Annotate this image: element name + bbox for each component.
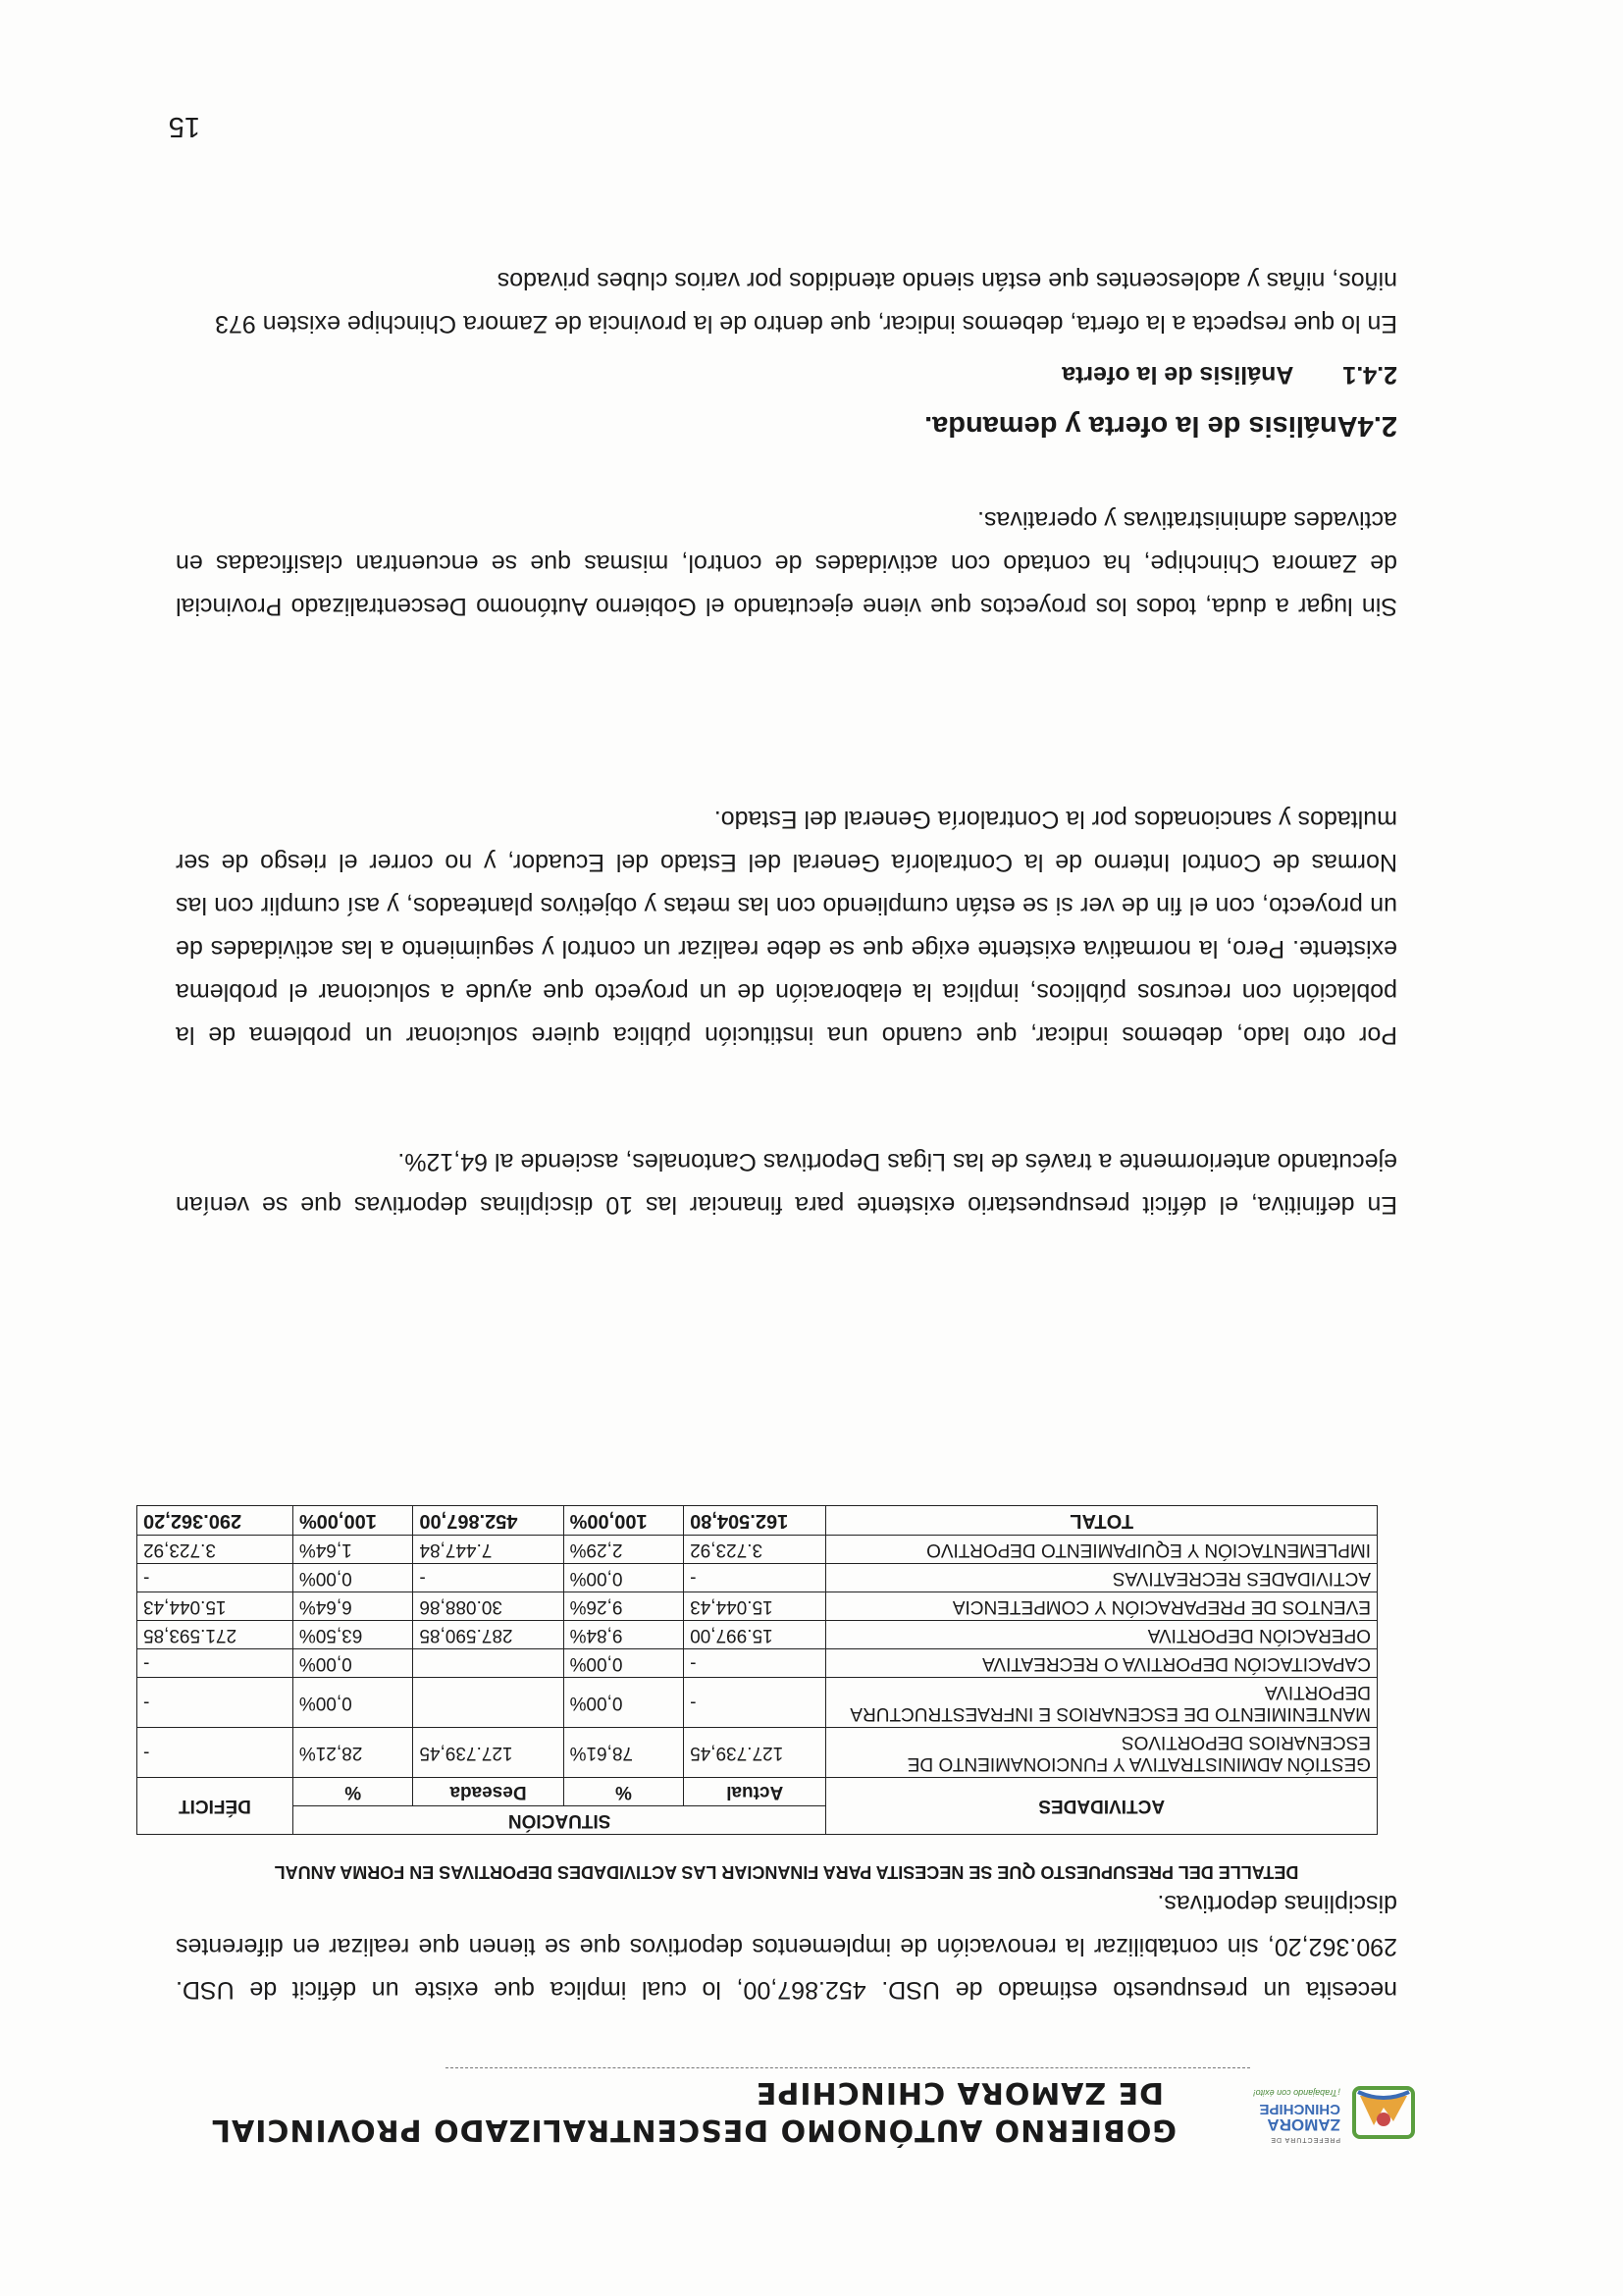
- table-row: [137, 1649, 1378, 1678]
- cell-deficit: 3.723,92: [137, 1536, 293, 1564]
- organization-name-line2: DE ZAMORA CHINCHIPE: [755, 2075, 1164, 2110]
- logo-prefix: PREFECTURA DE: [1270, 2136, 1340, 2143]
- cell-pct-desired: 28,21%: [292, 1728, 413, 1778]
- cell-total-pct-actual: 100,00%: [563, 1506, 684, 1536]
- logo-tagline: ¡Trabajando con éxito!: [1253, 2088, 1340, 2098]
- header-deficit: DÉFICIT: [137, 1778, 293, 1835]
- cell-pct-actual: 9,26%: [563, 1592, 684, 1621]
- paragraph-control-activities: Sin lugar a duda, todos los proyectos que viene ejecutando el Gobierno Autónomo Descentralizado Provincial de Zamora Chinchipe, ha contado con actividades de control, mismas que se encuentran clasificadas en activades administrativas y operativas.: [176, 506, 1397, 620]
- subsection-title: Análisis de la oferta: [1062, 361, 1294, 389]
- header-activities: ACTIVIDADES: [826, 1778, 1378, 1835]
- cell-actual: 15.997,00: [684, 1621, 826, 1649]
- cell-pct-desired: 0,00%: [292, 1678, 413, 1728]
- subsection-number: 2.4.1: [1342, 361, 1397, 389]
- cell-deficit: -: [137, 1728, 293, 1778]
- table-row: [137, 1728, 1378, 1778]
- table-row: [137, 1678, 1378, 1728]
- cell-deficit: 271.593,85: [137, 1621, 293, 1649]
- cell-actual: 127.739,45: [684, 1728, 826, 1778]
- section-heading: 2.4Análisis de la oferta y demanda.: [924, 410, 1397, 442]
- cell-desired: [413, 1649, 563, 1678]
- cell-desired: 287.590,85: [413, 1621, 563, 1649]
- cell-total-deficit: 290.362,20: [137, 1506, 293, 1536]
- cell-pct-actual: 0,00%: [563, 1649, 684, 1678]
- cell-pct-desired: 0,00%: [292, 1564, 413, 1592]
- cell-activity: GESTIÓN ADMINISTRATIVA Y FUNCIONAMIENTO DE ESCENARIOS DEPORTIVOS: [826, 1728, 1378, 1778]
- cell-activity: OPERACIÓN DEPORTIVA: [826, 1621, 1378, 1649]
- cell-activity: MANTENIMIENTO DE ESCENARIOS E INFRAESTRUCTURA DEPORTIVA: [826, 1678, 1378, 1728]
- cell-actual: -: [684, 1564, 826, 1592]
- cell-desired: 7.447,84: [413, 1536, 563, 1564]
- prefecture-emblem-icon: [1350, 2082, 1417, 2143]
- cell-total-pct-desired: 100,00%: [292, 1506, 413, 1536]
- cell-actual: 15.044,43: [684, 1592, 826, 1621]
- paragraph-offer: En lo que respecta a la oferta, debemos indicar, que dentro de la provincia de Zamora Chinchipe existen 973 niños, niñas y adolescentes que están siendo atendidos por varios clubes privados: [215, 267, 1397, 338]
- cell-total-label: TOTAL: [826, 1506, 1378, 1536]
- header-pct-desired: %: [292, 1778, 413, 1806]
- header-situation: SITUACIÓN: [292, 1806, 825, 1835]
- cell-pct-actual: 78,61%: [563, 1728, 684, 1778]
- cell-activity: CAPACITACIÓN DEPORTIVA O RECREATIVA: [826, 1649, 1378, 1678]
- header-actual: Actual: [684, 1778, 826, 1806]
- cell-actual: -: [684, 1678, 826, 1728]
- cell-deficit: -: [137, 1678, 293, 1728]
- table-row: [137, 1592, 1378, 1621]
- paragraph-control-requirements: Por otro lado, debemos indicar, que cuando una institución pública quiere solucionar un problema de la población con recursos públicos, implica la elaboración de un proyecto que ayude a solucionar el problema existente. Pero, la normativa existente exige que se debe realizar un control y seguimiento a las actividades de un proyecto, con el fin de ver si se están cumpliendo con las metas y objetivos planteados, y así cumplir con las Normas de Control Interno de la Contraloría General del Estado del Ecuador, y no correr el riesgo de ser multados y sancionados por la Contraloría General del Estado.: [176, 806, 1397, 1049]
- cell-desired: 127.739,45: [413, 1728, 563, 1778]
- cell-pct-actual: 0,00%: [563, 1564, 684, 1592]
- cell-activity: IMPLEMENTACIÓN Y EQUIPAMIENTO DEPORTIVO: [826, 1536, 1378, 1564]
- cell-pct-actual: 0,00%: [563, 1678, 684, 1728]
- table-header-row: [137, 1806, 1378, 1835]
- table-row: [137, 1536, 1378, 1564]
- logo-name-line2: CHINCHIPE: [1259, 2101, 1340, 2117]
- budget-table: [136, 1505, 1378, 1835]
- table-total-row: [137, 1506, 1378, 1536]
- cell-total-actual: 162.504,80: [684, 1506, 826, 1536]
- header-desired: Deseada: [413, 1778, 563, 1806]
- cell-desired: 30.088,86: [413, 1592, 563, 1621]
- table-title: DETALLE DEL PRESUPUESTO QUE SE NECESITA PARA FINANCIAR LAS ACTIVIDADES DEPORTIVAS EN FORMA ANUAL: [274, 1862, 1299, 1882]
- letterhead: [151, 2041, 1417, 2149]
- cell-desired: [413, 1678, 563, 1728]
- table-row: [137, 1621, 1378, 1649]
- cell-deficit: -: [137, 1649, 293, 1678]
- cell-pct-desired: 6,64%: [292, 1592, 413, 1621]
- cell-desired: -: [413, 1564, 563, 1592]
- intro-paragraph: necesita un presupuesto estimado de USD. 452.867,00, lo cual implica que existe un déficit de USD. 290.362,20, sin contabilizar la renovación de implementos deportivos que se tienen que realizar en diferentes disciplinas deportivas.: [176, 1890, 1397, 2004]
- cell-activity: ACTIVIDADES RECREATIVAS: [826, 1564, 1378, 1592]
- cell-actual: -: [684, 1649, 826, 1678]
- header-divider: [445, 2067, 1250, 2068]
- cell-pct-desired: 63,50%: [292, 1621, 413, 1649]
- cell-activity: EVENTOS DE PREPARACIÓN Y COMPETENCIA: [826, 1592, 1378, 1621]
- cell-total-desired: 452.867,00: [413, 1506, 563, 1536]
- header-pct-actual: %: [563, 1778, 684, 1806]
- page-number: 15: [168, 111, 200, 142]
- cell-deficit: -: [137, 1564, 293, 1592]
- prefecture-logo: [1221, 2070, 1417, 2149]
- cell-pct-actual: 9,84%: [563, 1621, 684, 1649]
- organization-name-line1: GOBIERNO AUTÓNOMO DESCENTRALIZADO PROVINCIAL: [210, 2113, 1177, 2147]
- cell-pct-desired: 1,64%: [292, 1536, 413, 1564]
- cell-pct-desired: 0,00%: [292, 1649, 413, 1678]
- subsection-heading: [1062, 360, 1397, 389]
- cell-deficit: 15.044,43: [137, 1592, 293, 1621]
- paragraph-deficit-summary: En definitiva, el déficit presupuestario existente para financiar las 10 disciplinas deportivas que se venían ejecutando anteriormente a través de las Ligas Deportivas Cantonales, asciende al 64,12%.: [176, 1148, 1397, 1219]
- logo-name-line1: ZAMORA: [1267, 2115, 1340, 2134]
- table-row: [137, 1564, 1378, 1592]
- cell-actual: 3.723,92: [684, 1536, 826, 1564]
- cell-pct-actual: 2,29%: [563, 1536, 684, 1564]
